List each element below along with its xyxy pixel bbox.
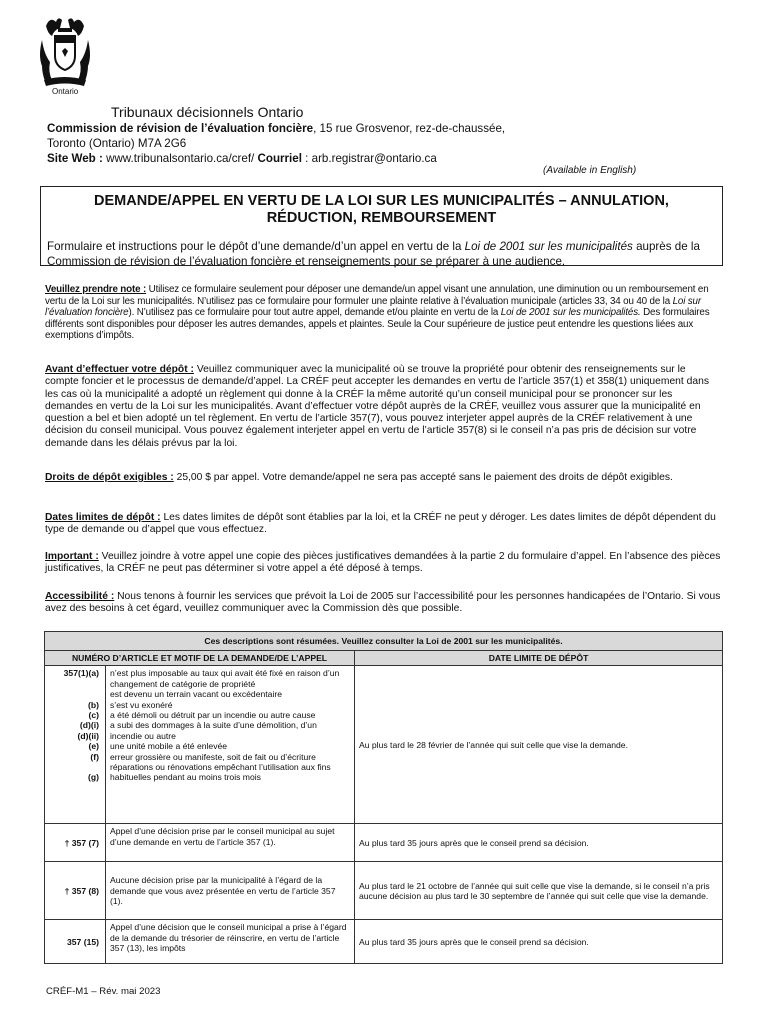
available-in-english[interactable]: (Available in English) bbox=[543, 165, 637, 176]
form-revision-footer: CRÉF-M1 – Rév. mai 2023 bbox=[46, 986, 161, 997]
deadline-cell: Au plus tard le 28 février de l’année qui suit celle que vise la demande. bbox=[355, 666, 723, 824]
ontario-coat-of-arms-icon bbox=[36, 14, 94, 98]
organization-name: Tribunaux décisionnels Ontario bbox=[111, 104, 304, 120]
table-row bbox=[45, 862, 723, 920]
article-cell: 357(1)(a) (b) (c) (d)(i) (d)(ii) (e) (f) (g) bbox=[45, 666, 106, 824]
form-title: DEMANDE/APPEL EN VERTU DE LA LOI SUR LES MUNICIPALITÉS – ANNULATION, RÉDUCTION, REMBOURSEMENT bbox=[94, 193, 669, 226]
commission-name: Commission de révision de l’évaluation foncière bbox=[47, 122, 314, 135]
table-row bbox=[45, 824, 723, 862]
column-header-article: NUMÉRO D’ARTICLE ET MOTIF DE LA DEMANDE/DE L’APPEL bbox=[45, 651, 355, 666]
email-link[interactable]: : arb.registrar@ontario.ca bbox=[301, 152, 437, 165]
deadline-cell: Au plus tard 35 jours après que le conseil prend sa décision. bbox=[355, 920, 723, 964]
article-cell: † 357 (8) bbox=[45, 862, 106, 920]
deadline-cell: Au plus tard 35 jours après que le conseil prend sa décision. bbox=[355, 824, 723, 862]
note-before-filing: Avant d’effectuer votre dépôt : Veuillez communiquer avec la municipalité où se trouve la propriété pour obtenir des renseignements sur le compte foncier et le processus de demande/d’appel. La CRÉF peut accepter les demandes en vertu de l’article 357(1) et 358(1) uniquement dans les cas où la municipalité a adopté un règlement qui donne à la CRÉF la même autorité qu’un conseil municipal pour se prononcer sur les demandes en vertu de la Loi sur les municipalités. Avant d’effectuer votre dépôt auprès de la CRÉF, veuillez vous assurer que la municipalité en question a bel et bien adopté un tel règlement. En vertu de l’article 357(7), vous pouvez interjeter appel auprès de la CRÉF relativement à une décision du conseil municipal. Vous pouvez également interjeter appel en vertu de l’article 357(8) si le conseil n’a pas pris de décision sur votre demande dans les délais prévus par la loi. bbox=[45, 364, 709, 449]
note-accessibility: Accessibilité : Nous tenons à fournir les services que prévoit la Loi de 2005 sur l’accessibilité pour les personnes handicapées de l’Ontario. Si vous avez des besoins à cet égard, veuillez communiquer avec la Commission dès que possible. bbox=[45, 591, 721, 615]
note-deadlines: Dates limites de dépôt : Les dates limites de dépôt sont établies par la loi, et la CRÉF ne peut y déroger. Les dates limites de dépôt dépendent du type de demande ou d’appel que vous effectuez. bbox=[45, 512, 716, 536]
address-line-1: Commission de révision de l’évaluation foncière, 15 rue Grosvenor, rez-de-chaussée, bbox=[47, 122, 506, 135]
motif-cell: Appel d’une décision prise par le conseil municipal au sujet d’une demande en vertu de l’article 357 (1). bbox=[106, 824, 355, 862]
appeal-types-table bbox=[44, 631, 723, 964]
deadline-cell: Au plus tard le 21 octobre de l’année qui suit celle que vise la demande, si le conseil n’a pris aucune décision au plus tard le 30 septembre de l’année qui suit celle que vise la demande. bbox=[355, 862, 723, 920]
contact-line: Site Web : www.tribunalsontario.ca/cref/ Courriel : arb.registrar@ontario.ca bbox=[47, 152, 437, 165]
note-filing-fees: Droits de dépôt exigibles : 25,00 $ par appel. Votre demande/appel ne sera pas accepté sans le paiement des droits de dépôt exigibles. bbox=[45, 472, 673, 483]
table-row bbox=[45, 666, 723, 824]
motif-cell: Appel d’une décision que le conseil municipal a prise à l’égard de la demande du trésorier de réinscrire, en vertu de l’article 357 (13), les impôts bbox=[106, 920, 355, 964]
address-line-2: Toronto (Ontario) M7A 2G6 bbox=[47, 137, 187, 150]
website-link[interactable]: www.tribunalsontario.ca/cref/ bbox=[102, 152, 258, 165]
motif-cell: n’est plus imposable au taux qui avait été fixé en raison d’un changement de catégorie de propriété est devenu un terrain vacant ou excédentaire s’est vu exonéré a été démoli ou détruit par un incendie ou autre cause a subi des dommages à la suite d’une démolition, d’un incendie ou autre une unité mobile a été enlevée erreur grossière ou manifeste, soit de fait ou d’écriture réparations ou rénovations empêchant l’utilisation aux fins habituelles pendant au moins trois mois bbox=[106, 666, 355, 824]
table-caption: Ces descriptions sont résumées. Veuillez consulter la Loi de 2001 sur les municipalités. bbox=[45, 632, 723, 651]
form-title-box bbox=[40, 186, 723, 266]
form-subtitle: Formulaire et instructions pour le dépôt d’une demande/d’un appel en vertu de la Loi de 2001 sur les municipalités auprès de la Commission de révision de l’évaluation foncière et renseignements pour se préparer à une audience. bbox=[47, 240, 700, 268]
tribunal-header bbox=[47, 104, 727, 166]
note-important: Important : Veuillez joindre à votre appel une copie des pièces justificatives demandées à la partie 2 du formulaire d’appel. En l’absence des pièces justificatives, la CRÉF ne peut pas déterminer si votre appel a été déposé à temps. bbox=[45, 551, 721, 575]
column-header-deadline: DATE LIMITE DE DÉPÔT bbox=[355, 651, 723, 666]
note-please-note: Veuillez prendre note : Utilisez ce formulaire seulement pour déposer une demande/un appel visant une annulation, une diminution ou un remboursement en vertu de la Loi sur les municipalités. N’utilisez pas ce formulaire pour formuler une plainte relative à l’évaluation municipale (articles 33, 34 ou 40 de la Loi sur l’évaluation foncière). N’utilisez pas ce formulaire pour tout autre appel, demande et/ou plainte en vertu de la Loi de 2001 sur les municipalités. Des formulaires différents sont disponibles pour déposer les autres demandes, appels et plaintes. Seule la Cour supérieure de justice peut entendre les questions liées aux exemptions d’impôts. bbox=[45, 284, 710, 342]
table-row bbox=[45, 920, 723, 964]
motif-cell: Aucune décision prise par la municipalité à l’égard de la demande que vous avez présentée en vertu de l’article 357 (1). bbox=[106, 862, 355, 920]
article-cell: † 357 (7) bbox=[45, 824, 106, 862]
logo-caption: Ontario bbox=[52, 87, 79, 96]
article-cell: 357 (15) bbox=[45, 920, 106, 964]
